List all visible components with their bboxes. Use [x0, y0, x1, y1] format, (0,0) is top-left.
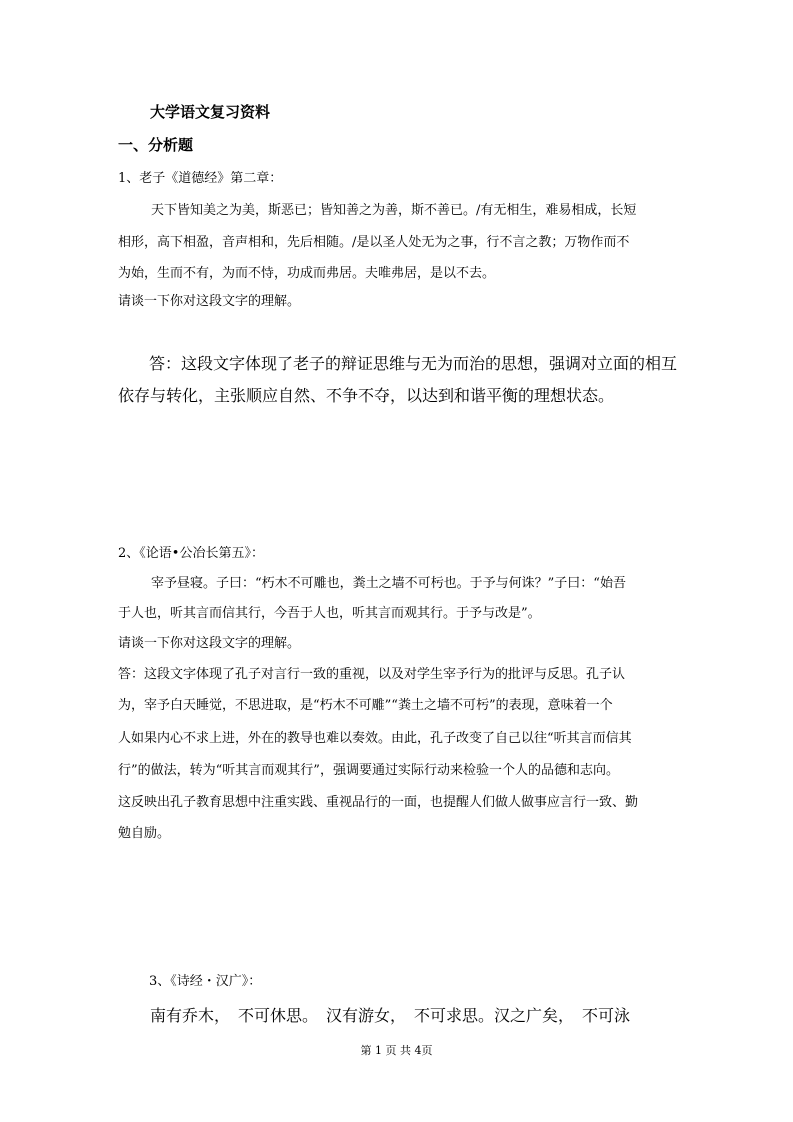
- q1-prompt: 请谈一下你对这段文字的理解。: [118, 294, 301, 309]
- q2-answer-line-1: 答：这段文字体现了孔子对言行一致的重视，以及对学生宰予行为的批评与反思。孔子认: [118, 667, 626, 682]
- q2-prompt: 请谈一下你对这段文字的理解。: [118, 636, 301, 651]
- q1-text-line-1: 天下皆知美之为美，斯恶已；皆知善之为善，斯不善已。/有无相生，难易相成，长短: [151, 203, 637, 218]
- q1-text-line-3: 为始，生而不有，为而不恃，功成而弗居。夫唯弗居，是以不去。: [118, 266, 496, 281]
- q2-text-line-1: 宰予昼寝。子曰：“朽木不可雕也，粪土之墙不可杇也。于予与何诛？”子曰：“始吾: [151, 576, 626, 591]
- q1-answer-line-1: 答：这段文字体现了老子的辩证思维与无为而治的思想，强调对立面的相互: [149, 354, 678, 373]
- q3-heading: 3、《诗经・汉广》：: [149, 974, 262, 989]
- q2-answer-line-5: 这反映出孔子教育思想中注重实践、重视品行的一面，也提醒人们做人做事应言行一致、勤: [118, 795, 639, 810]
- page-footer: 第 1 页 共 4页: [360, 1044, 433, 1057]
- q1-heading: 1、老子《道德经》第二章：: [118, 171, 283, 186]
- q3-poem-line: 南有乔木， 不可休思。 汉有游女， 不可求思。汉之广矣， 不可泳: [150, 1006, 631, 1025]
- q2-text-line-2: 于人也，听其言而信其行，今吾于人也，听其言而观其行。于予与改是”。: [118, 606, 541, 621]
- q2-answer-line-2: 为，宰予白天睡觉，不思进取，是“朽木不可雕”“粪土之墙不可杇”的表现，意味着一个: [118, 698, 613, 713]
- q2-answer-line-6: 勉自励。: [118, 826, 171, 841]
- section-title: 一、分析题: [118, 136, 194, 154]
- q1-answer-line-2: 依存与转化，主张顺应自然、不争不夺，以达到和谐平衡的理想状态。: [118, 386, 615, 405]
- q2-answer-line-3: 人如果内心不求上进，外在的教导也难以奏效。由此，孔子改变了自己以往“听其言而信其: [118, 731, 632, 746]
- q2-answer-line-4: 行”的做法，转为“听其言而观其行”，强调要通过实际行动来检验一个人的品德和志向。: [118, 763, 619, 778]
- document-title: 大学语文复习资料: [150, 103, 271, 121]
- q2-heading: 2、《论语•公冶长第五》：: [118, 546, 264, 561]
- q1-text-line-2: 相形，高下相盈，音声相和，先后相随。/是以圣人处无为之事，行不言之教；万物作而不: [118, 235, 630, 250]
